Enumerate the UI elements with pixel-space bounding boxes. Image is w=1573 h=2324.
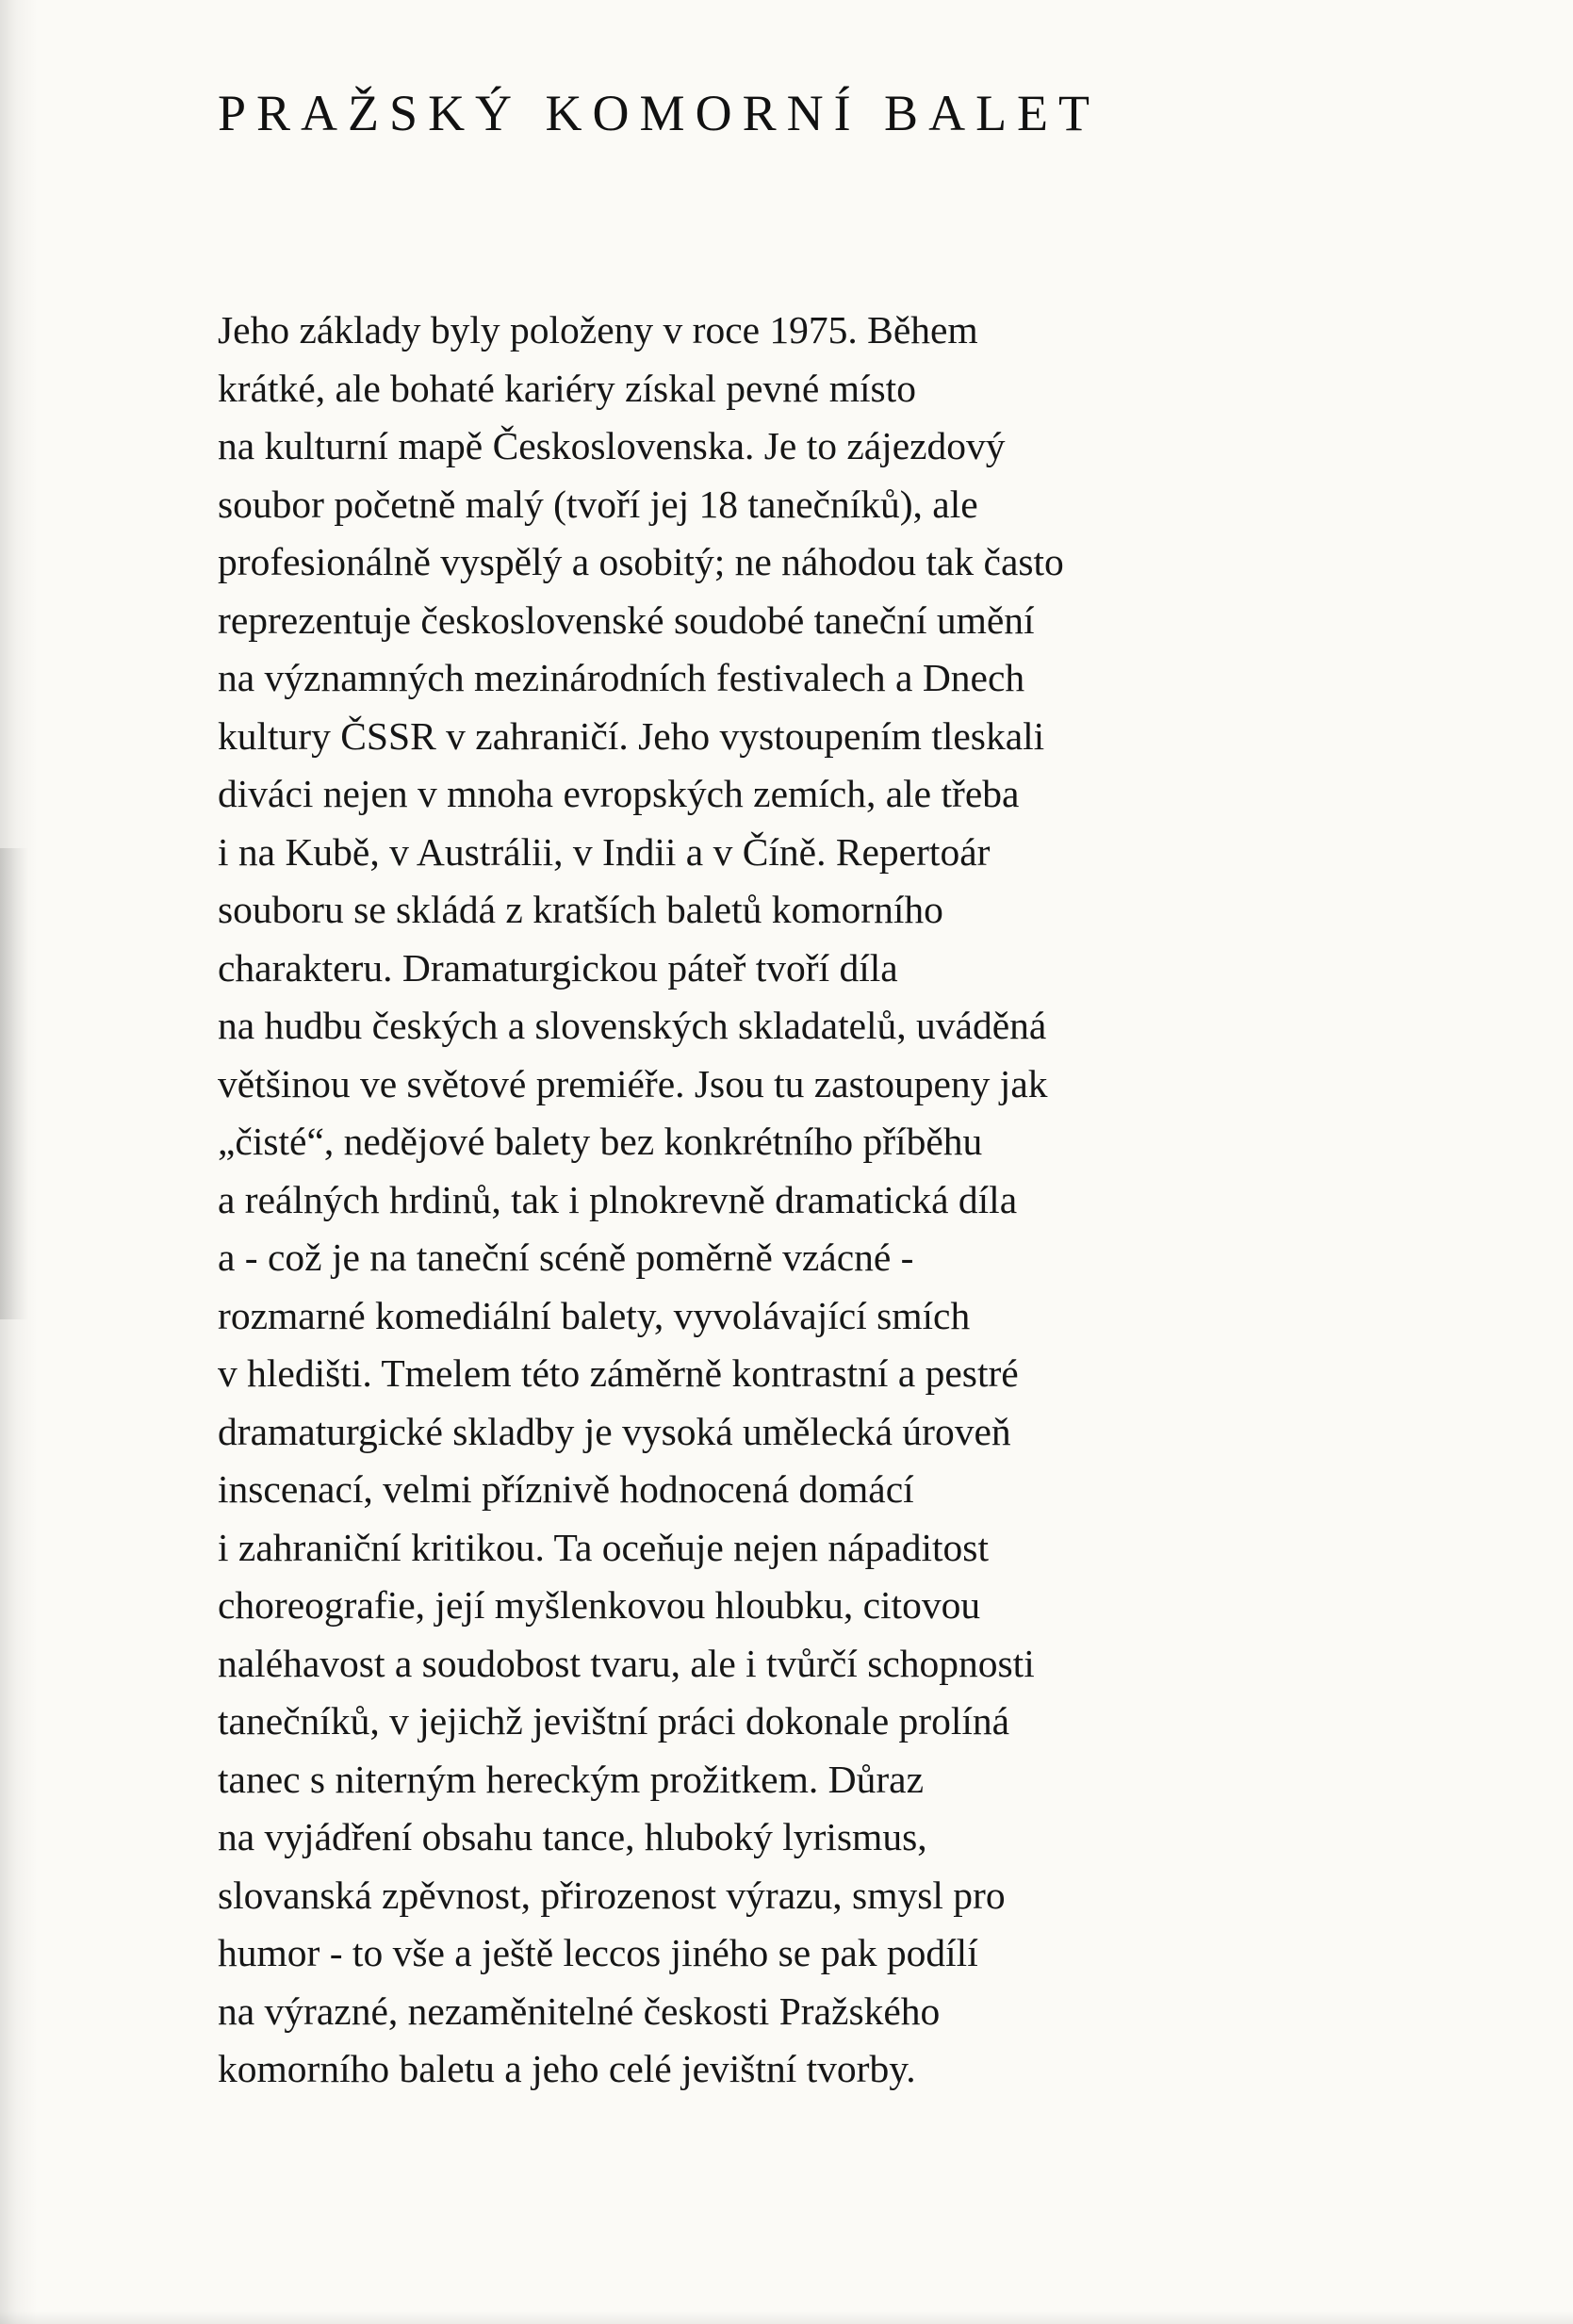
text-line: charakteru. Dramaturgickou páteř tvoří díla <box>218 945 898 990</box>
text-line: naléhavost a soudobost tvaru, ale i tvůrčí schopnosti <box>218 1641 1035 1685</box>
text-line: souboru se skládá z kratších baletů komorního <box>218 888 943 931</box>
text-line: soubor početně malý (tvoří jej 18 tanečníků), ale <box>218 482 978 526</box>
text-line: „čisté“, nedějové balety bez konkrétního příběhu <box>218 1120 983 1163</box>
text-line: slovanská zpěvnost, přirozenost výrazu, smysl pro <box>218 1873 1006 1917</box>
text-line: i zahraniční kritikou. Ta oceňuje nejen nápaditost <box>218 1525 989 1569</box>
text-line: choreografie, její myšlenkovou hloubku, citovou <box>218 1583 981 1627</box>
body-paragraph <box>218 302 1349 2099</box>
text-line: humor - to vše a ještě leccos jiného se pak podílí <box>218 1931 978 1974</box>
text-line: Jeho základy byly položeny v roce 1975. Během <box>218 308 978 352</box>
text-line: inscenací, velmi příznivě hodnocená domácí <box>218 1467 914 1511</box>
text-line: dramaturgické skladby je vysoká umělecká úroveň <box>218 1409 1011 1453</box>
scan-shadow <box>0 848 28 1319</box>
text-line: i na Kubě, v Austrálii, v Indii a v Číně. Repertoár <box>218 829 991 874</box>
text-line: komorního baletu a jeho celé jevištní tvorby. <box>218 2047 916 2090</box>
text-line: tanečníků, v jejichž jevištní práci dokonale prolíná <box>218 1699 1010 1743</box>
text-line: v hledišti. Tmelem této záměrně kontrastní a pestré <box>218 1351 1019 1395</box>
text-line: na kulturní mapě Československa. Je to zájezdový <box>218 424 1006 467</box>
text-line: většinou ve světové premiéře. Jsou tu zastoupeny jak <box>218 1061 1048 1105</box>
text-line: na vyjádření obsahu tance, hluboký lyrismus, <box>218 1815 927 1858</box>
text-line: kultury ČSSR v zahraničí. Jeho vystoupením tleskali <box>218 713 1045 758</box>
text-line: na významných mezinárodních festivalech a Dnech <box>218 656 1025 699</box>
text-line: diváci nejen v mnoha evropských zemích, ale třeba <box>218 772 1020 815</box>
text-line: rozmarné komediální balety, vyvolávající smích <box>218 1293 971 1337</box>
text-line: reprezentuje československé soudobé taneční umění <box>218 597 1035 642</box>
text-line: a - což je na taneční scéně poměrně vzácné - <box>218 1236 914 1279</box>
page-title: PRAŽSKÝ KOMORNÍ BALET <box>218 85 1101 141</box>
text-line: na výrazné, nezaměnitelné českosti Pražského <box>218 1988 941 2033</box>
text-line: a reálných hrdinů, tak i plnokrevně dramatická díla <box>218 1177 1018 1221</box>
text-line: krátké, ale bohaté kariéry získal pevné místo <box>218 366 916 410</box>
text-line: na hudbu českých a slovenských skladatelů, uváděná <box>218 1004 1047 1047</box>
text-line: tanec s niterným hereckým prožitkem. Důraz <box>218 1757 925 1801</box>
text-line: profesionálně vyspělý a osobitý; ne náhodou tak často <box>218 540 1064 583</box>
